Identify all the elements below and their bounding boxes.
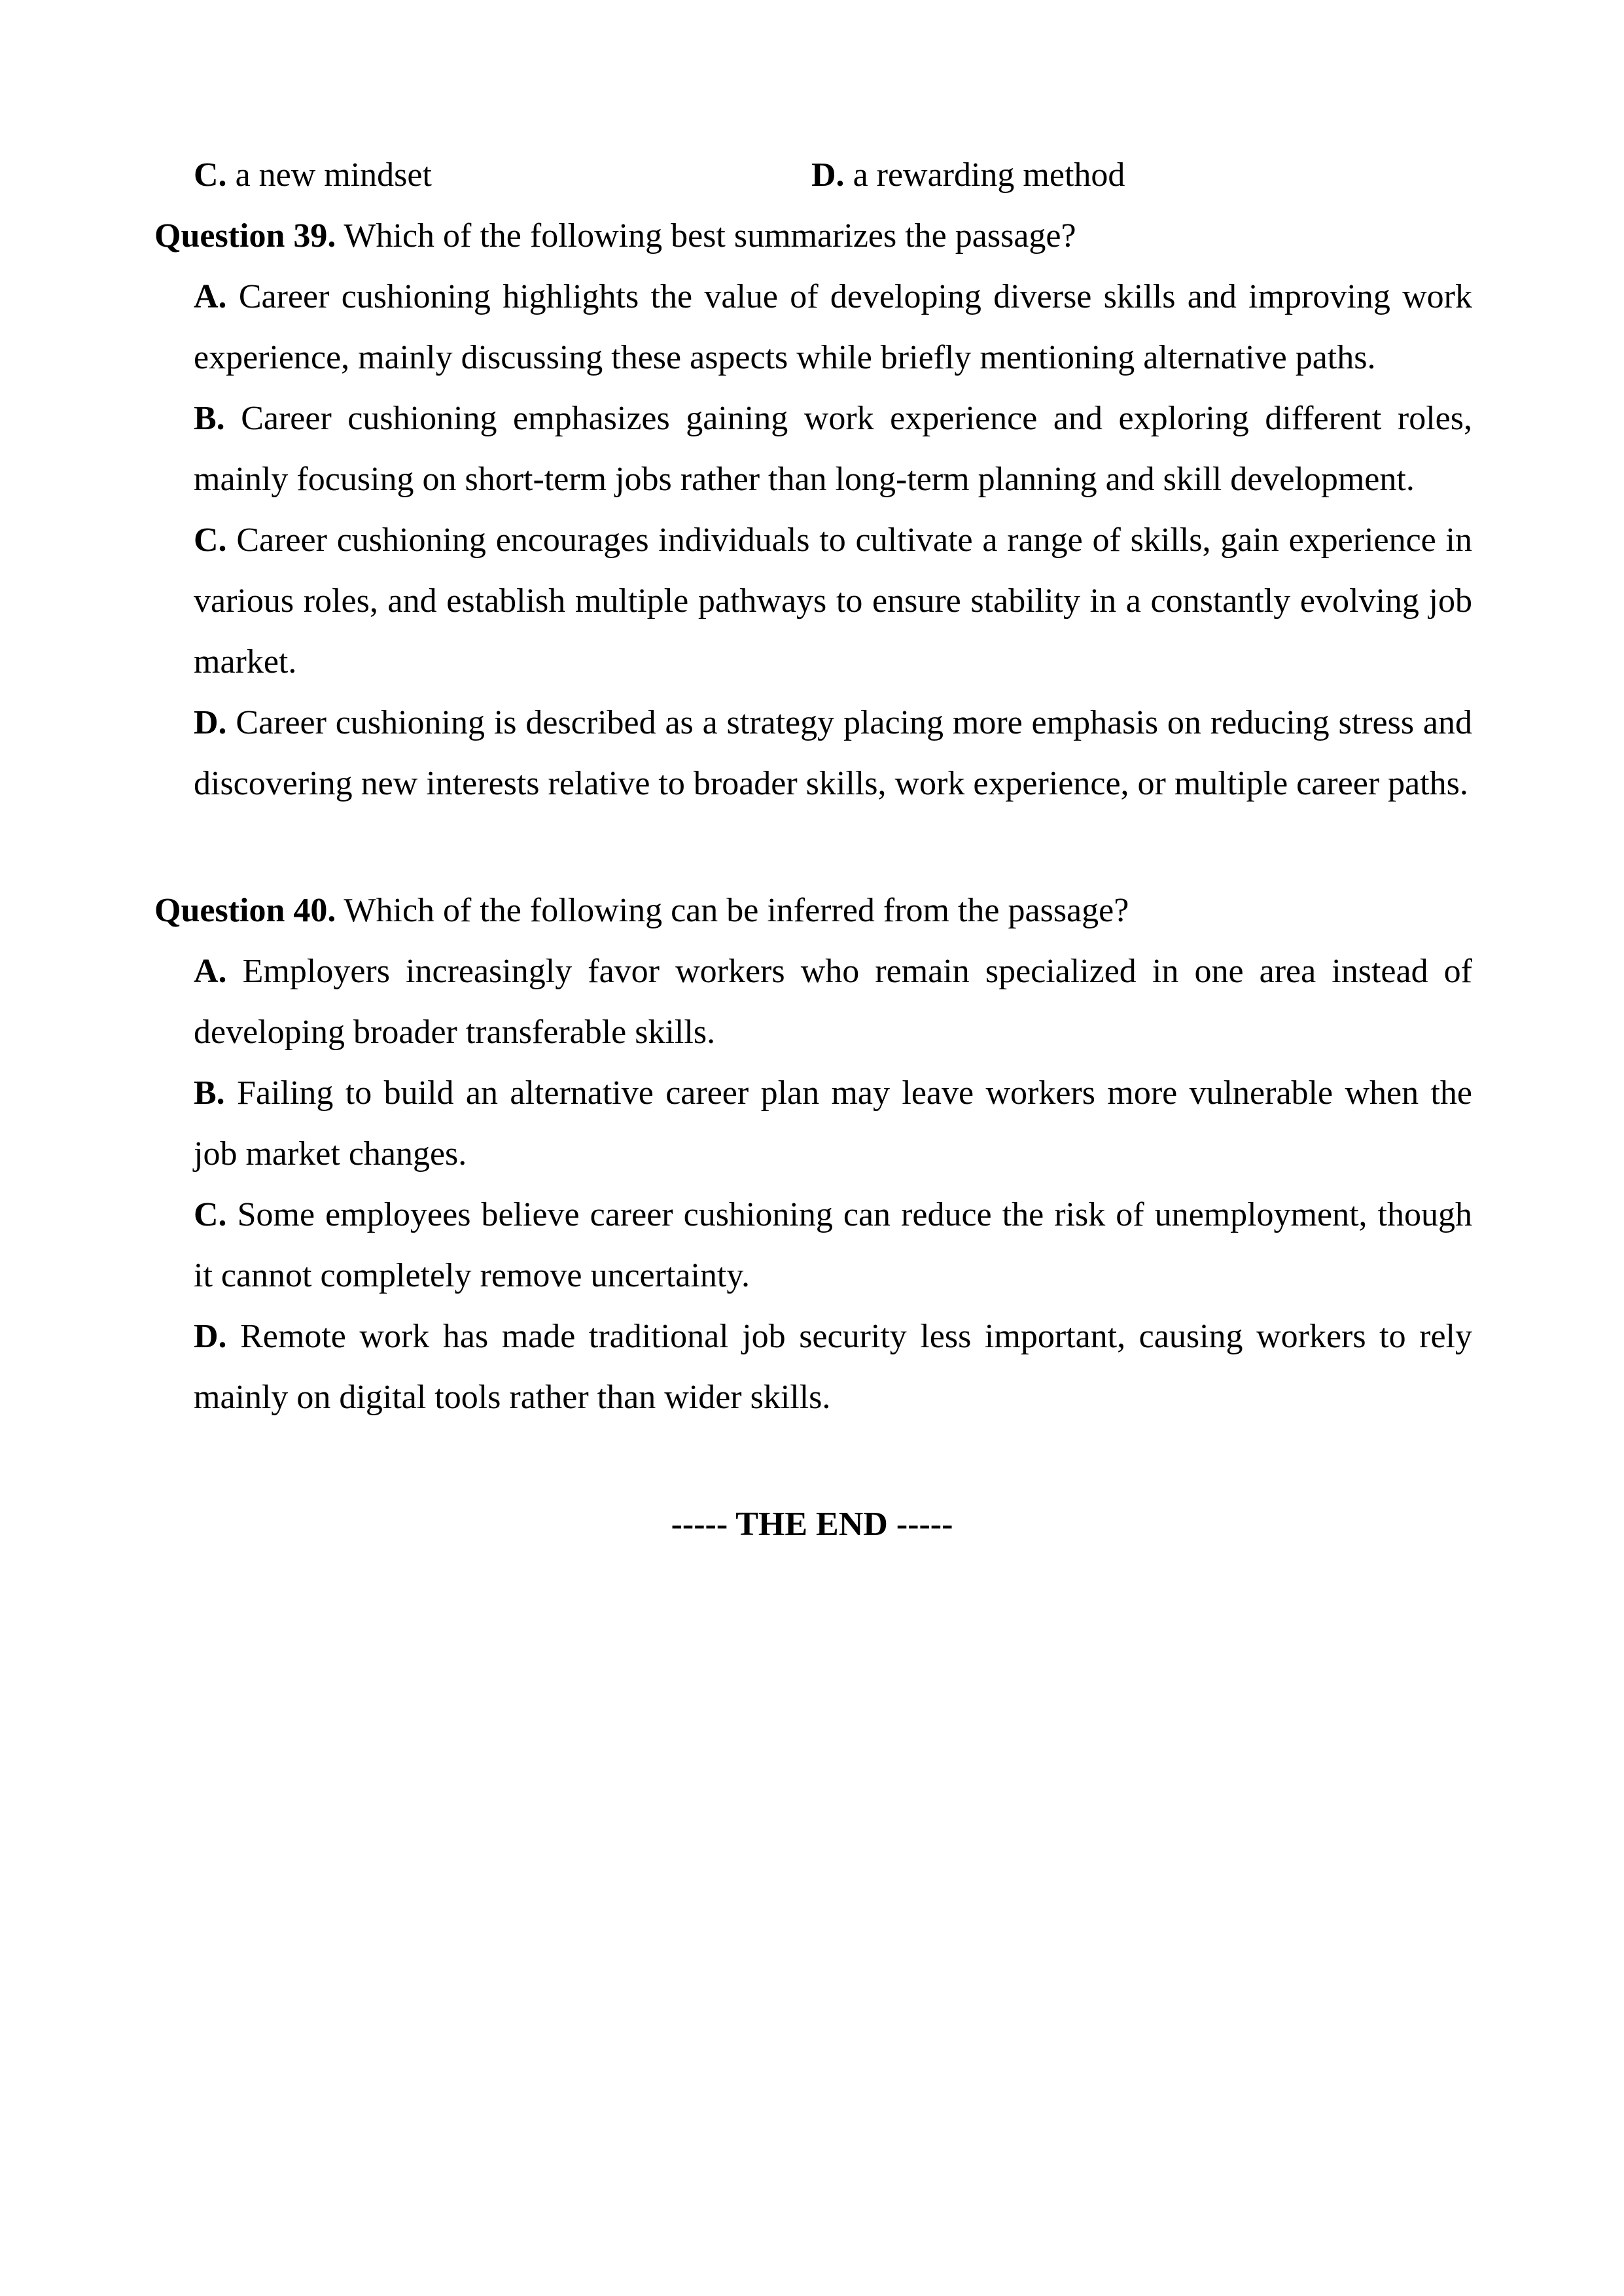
option-text: Career cushioning emphasizes gaining work experience and exploring different roles, mainly focusing on short-term jobs rather than long-term planning and skill development. — [194, 400, 1472, 498]
option-letter: D. — [811, 156, 845, 194]
question-prompt: Which of the following best summarizes the passage? — [336, 217, 1076, 255]
option-text: Some employees believe career cushioning can reduce the risk of unemployment, though it cannot completely remove uncertainty. — [194, 1196, 1472, 1294]
option-letter: C. — [194, 1196, 227, 1233]
option-letter: B. — [194, 1074, 225, 1112]
option-text: a rewarding method — [844, 156, 1125, 194]
q40-option-c — [194, 1184, 1472, 1306]
option-text: Failing to build an alternative career plan may leave workers more vulnerable when the job market changes. — [194, 1074, 1472, 1173]
q39-option-a — [194, 266, 1472, 388]
option-text: a new mindset — [226, 156, 432, 194]
option-text: Career cushioning encourages individuals to cultivate a range of skills, gain experience in various roles, and establish multiple pathways to ensure stability in a constantly evolving job market. — [194, 521, 1472, 680]
question-prompt: Which of the following can be inferred from the passage? — [336, 892, 1129, 929]
q40-option-a — [194, 941, 1472, 1063]
q38-option-d — [811, 156, 1125, 195]
q39-option-b — [194, 388, 1472, 510]
end-marker: ----- THE END ----- — [671, 1506, 953, 1543]
q40-option-b — [194, 1063, 1472, 1184]
question-40-heading — [154, 891, 1129, 930]
option-text: Remote work has made traditional job security less important, causing workers to rely mainly on digital tools rather than wider skills. — [194, 1318, 1472, 1416]
question-39-heading — [154, 217, 1076, 256]
q39-option-c — [194, 510, 1472, 692]
q38-option-c — [194, 156, 432, 195]
question-number: Question 40. — [154, 892, 336, 929]
option-letter: A. — [194, 278, 227, 315]
question-number: Question 39. — [154, 217, 336, 255]
option-letter: B. — [194, 400, 225, 437]
option-letter: C. — [194, 521, 227, 559]
option-text: Career cushioning highlights the value of developing diverse skills and improving work experience, mainly discussing these aspects while briefly mentioning alternative paths. — [194, 278, 1472, 376]
q40-option-d — [194, 1306, 1472, 1428]
option-letter: D. — [194, 1318, 227, 1355]
option-letter: A. — [194, 953, 227, 990]
option-text: Career cushioning is described as a strategy placing more emphasis on reducing stress and discovering new interests relative to broader skills, work experience, or multiple career paths. — [194, 704, 1472, 802]
option-letter: C. — [194, 156, 227, 194]
option-text: Employers increasingly favor workers who remain specialized in one area instead of developing broader transferable skills. — [194, 953, 1472, 1051]
option-letter: D. — [194, 704, 227, 741]
q39-option-d — [194, 692, 1472, 814]
